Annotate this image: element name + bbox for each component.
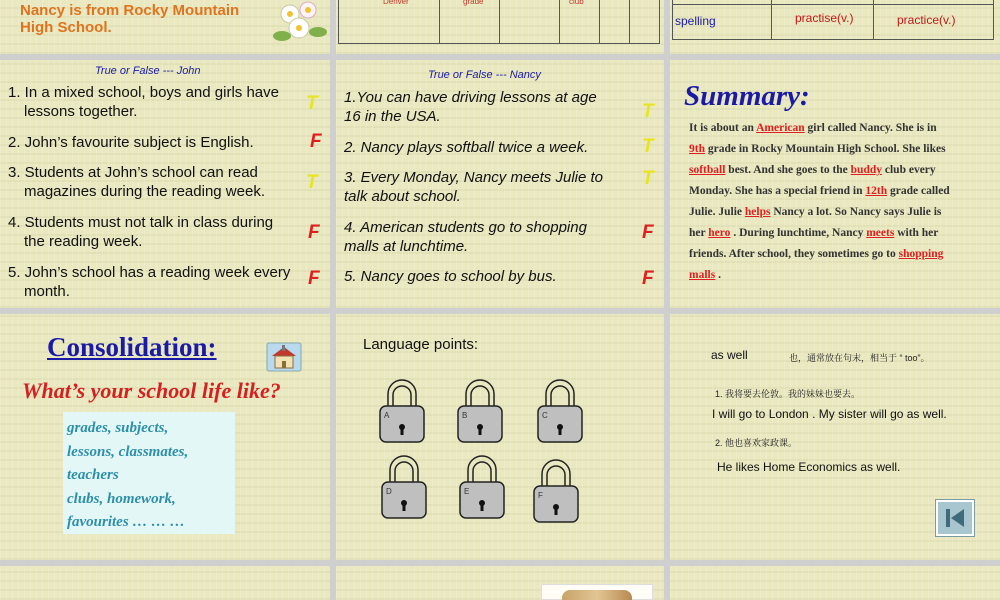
answer-mark: F <box>310 131 322 152</box>
slide-bottom-middle[interactable] <box>336 566 664 600</box>
example-chinese: 1. 我将要去伦敦。我的妹妹也要去。 <box>715 389 861 399</box>
padlock-letter: F <box>538 491 543 500</box>
answer-blank: 12th <box>865 185 888 197</box>
quiz-item: 2. Nancy plays softball twice a week. <box>344 139 589 156</box>
spelling-table-fragment <box>672 0 994 40</box>
quiz-item: 5. John’s school has a reading week every month. <box>8 264 291 300</box>
padlock-letter: E <box>464 487 470 496</box>
quiz-item: 1.You can have driving lessons at age 16 in the USA. <box>344 89 597 125</box>
padlock-letter: A <box>384 411 390 420</box>
back-button[interactable] <box>936 500 974 536</box>
padlock-c[interactable] <box>536 378 584 449</box>
slide-bottom-right[interactable] <box>670 566 1000 600</box>
answer-blank: meets <box>866 227 895 239</box>
answer-blank: malls <box>689 269 716 281</box>
answer-mark: T <box>642 136 654 157</box>
consolidation-title: Consolidation: <box>47 332 217 362</box>
answer-mark: T <box>306 93 318 114</box>
slide-as-well[interactable] <box>670 314 1000 560</box>
answer-blank: hero <box>708 227 731 239</box>
slide-consolidation[interactable] <box>0 314 330 560</box>
answer-mark: F <box>642 268 654 289</box>
slide-bottom-left[interactable] <box>0 566 330 600</box>
table-cell: practice(v.) <box>897 13 956 27</box>
padlock-a[interactable] <box>378 378 426 449</box>
answer-mark: F <box>642 222 654 243</box>
quiz-item: 3. Every Monday, Nancy meets Julie to talk about school. <box>344 169 603 205</box>
quiz-item: 2. John’s favourite subject is English. <box>8 134 254 151</box>
quiz-title: True or False --- Nancy <box>428 69 541 81</box>
phrase-explanation: 也，通常放在句末，相当于 “ too”。 <box>789 353 930 363</box>
table-cell: practise(v.) <box>795 11 854 25</box>
padlock-letter: C <box>542 411 548 420</box>
summary-title: Summary: <box>684 80 810 112</box>
back-button-icon <box>938 502 972 534</box>
answer-mark: T <box>306 172 318 193</box>
answer-blank: 9th <box>689 143 705 155</box>
answer-blank: American <box>756 122 805 134</box>
answer-mark: T <box>642 168 654 189</box>
answer-blank: buddy <box>850 164 882 176</box>
answer-blank: helps <box>744 206 771 218</box>
quiz-item: 5. Nancy goes to school by bus. <box>344 268 557 285</box>
photo-thumbnail <box>541 584 653 600</box>
topic-word-box <box>63 412 235 534</box>
padlock-letter: D <box>386 487 392 496</box>
padlock-f[interactable] <box>532 458 580 529</box>
example-chinese: 2. 他也喜欢家政课。 <box>715 438 798 448</box>
flower-icon <box>270 0 330 50</box>
answer-blank: shopping <box>898 248 944 260</box>
slide-language-points[interactable] <box>336 314 664 560</box>
slide-true-false-john[interactable] <box>0 60 330 308</box>
topic-word-line: lessons, classmates, <box>67 443 189 460</box>
padlock-e[interactable] <box>458 454 506 525</box>
slide-top-right[interactable] <box>670 0 1000 54</box>
table-cell: spelling <box>675 14 716 28</box>
answer-mark: F <box>308 222 320 243</box>
answer-blank: softball <box>689 164 726 176</box>
answer-mark: T <box>642 101 654 122</box>
summary-paragraph: It is about an American girl called Nancy. She is in 9th grade in Rocky Mountain High School. She likes softball best. And she goes to the buddy club every Monday. She has a special friend in 12th grade called Julie. Julie helps Nancy a lot. So Nancy says Julie is her hero . During lunchtime, Nancy meets with her friends. After school, they sometimes go to shopping malls . <box>689 122 950 281</box>
slide-top-middle[interactable] <box>336 0 664 54</box>
quiz-item: 3. Students at John’s school can read magazines during the reading week. <box>8 164 265 200</box>
slide-summary[interactable] <box>670 60 1000 308</box>
table-cell: club <box>569 0 584 6</box>
vocab-table-fragment <box>338 0 660 44</box>
table-cell: grade <box>463 0 484 6</box>
example-english: I will go to London . My sister will go as well. <box>712 407 947 421</box>
quiz-item: 4. American students go to shopping malls at lunchtime. <box>344 219 587 255</box>
padlock-letter: B <box>462 411 468 420</box>
phrase-heading: as well <box>711 348 748 362</box>
slide-title: Nancy is from Rocky Mountain High School. <box>20 2 240 36</box>
topic-word-line: teachers <box>67 467 119 483</box>
slide-true-false-nancy[interactable] <box>336 60 664 308</box>
topic-word-line: clubs, homework, <box>67 490 176 507</box>
quiz-title: True or False --- John <box>95 65 201 77</box>
topic-word-line: favourites … … … <box>67 514 185 530</box>
padlock-b[interactable] <box>456 378 504 449</box>
language-points-title: Language points: <box>363 336 479 353</box>
padlock-d[interactable] <box>380 454 428 525</box>
quiz-item: 1. In a mixed school, boys and girls have lessons together. <box>8 84 279 120</box>
consolidation-question: What’s your school life like? <box>22 378 281 403</box>
quiz-item: 4. Students must not talk in class during the reading week. <box>8 214 274 250</box>
table-cell: Denver <box>383 0 409 6</box>
topic-word-line: grades, subjects, <box>67 420 169 436</box>
example-english: He likes Home Economics as well. <box>717 460 901 474</box>
answer-mark: F <box>308 268 320 289</box>
school-house-icon <box>266 342 302 372</box>
slide-top-left[interactable] <box>0 0 330 54</box>
